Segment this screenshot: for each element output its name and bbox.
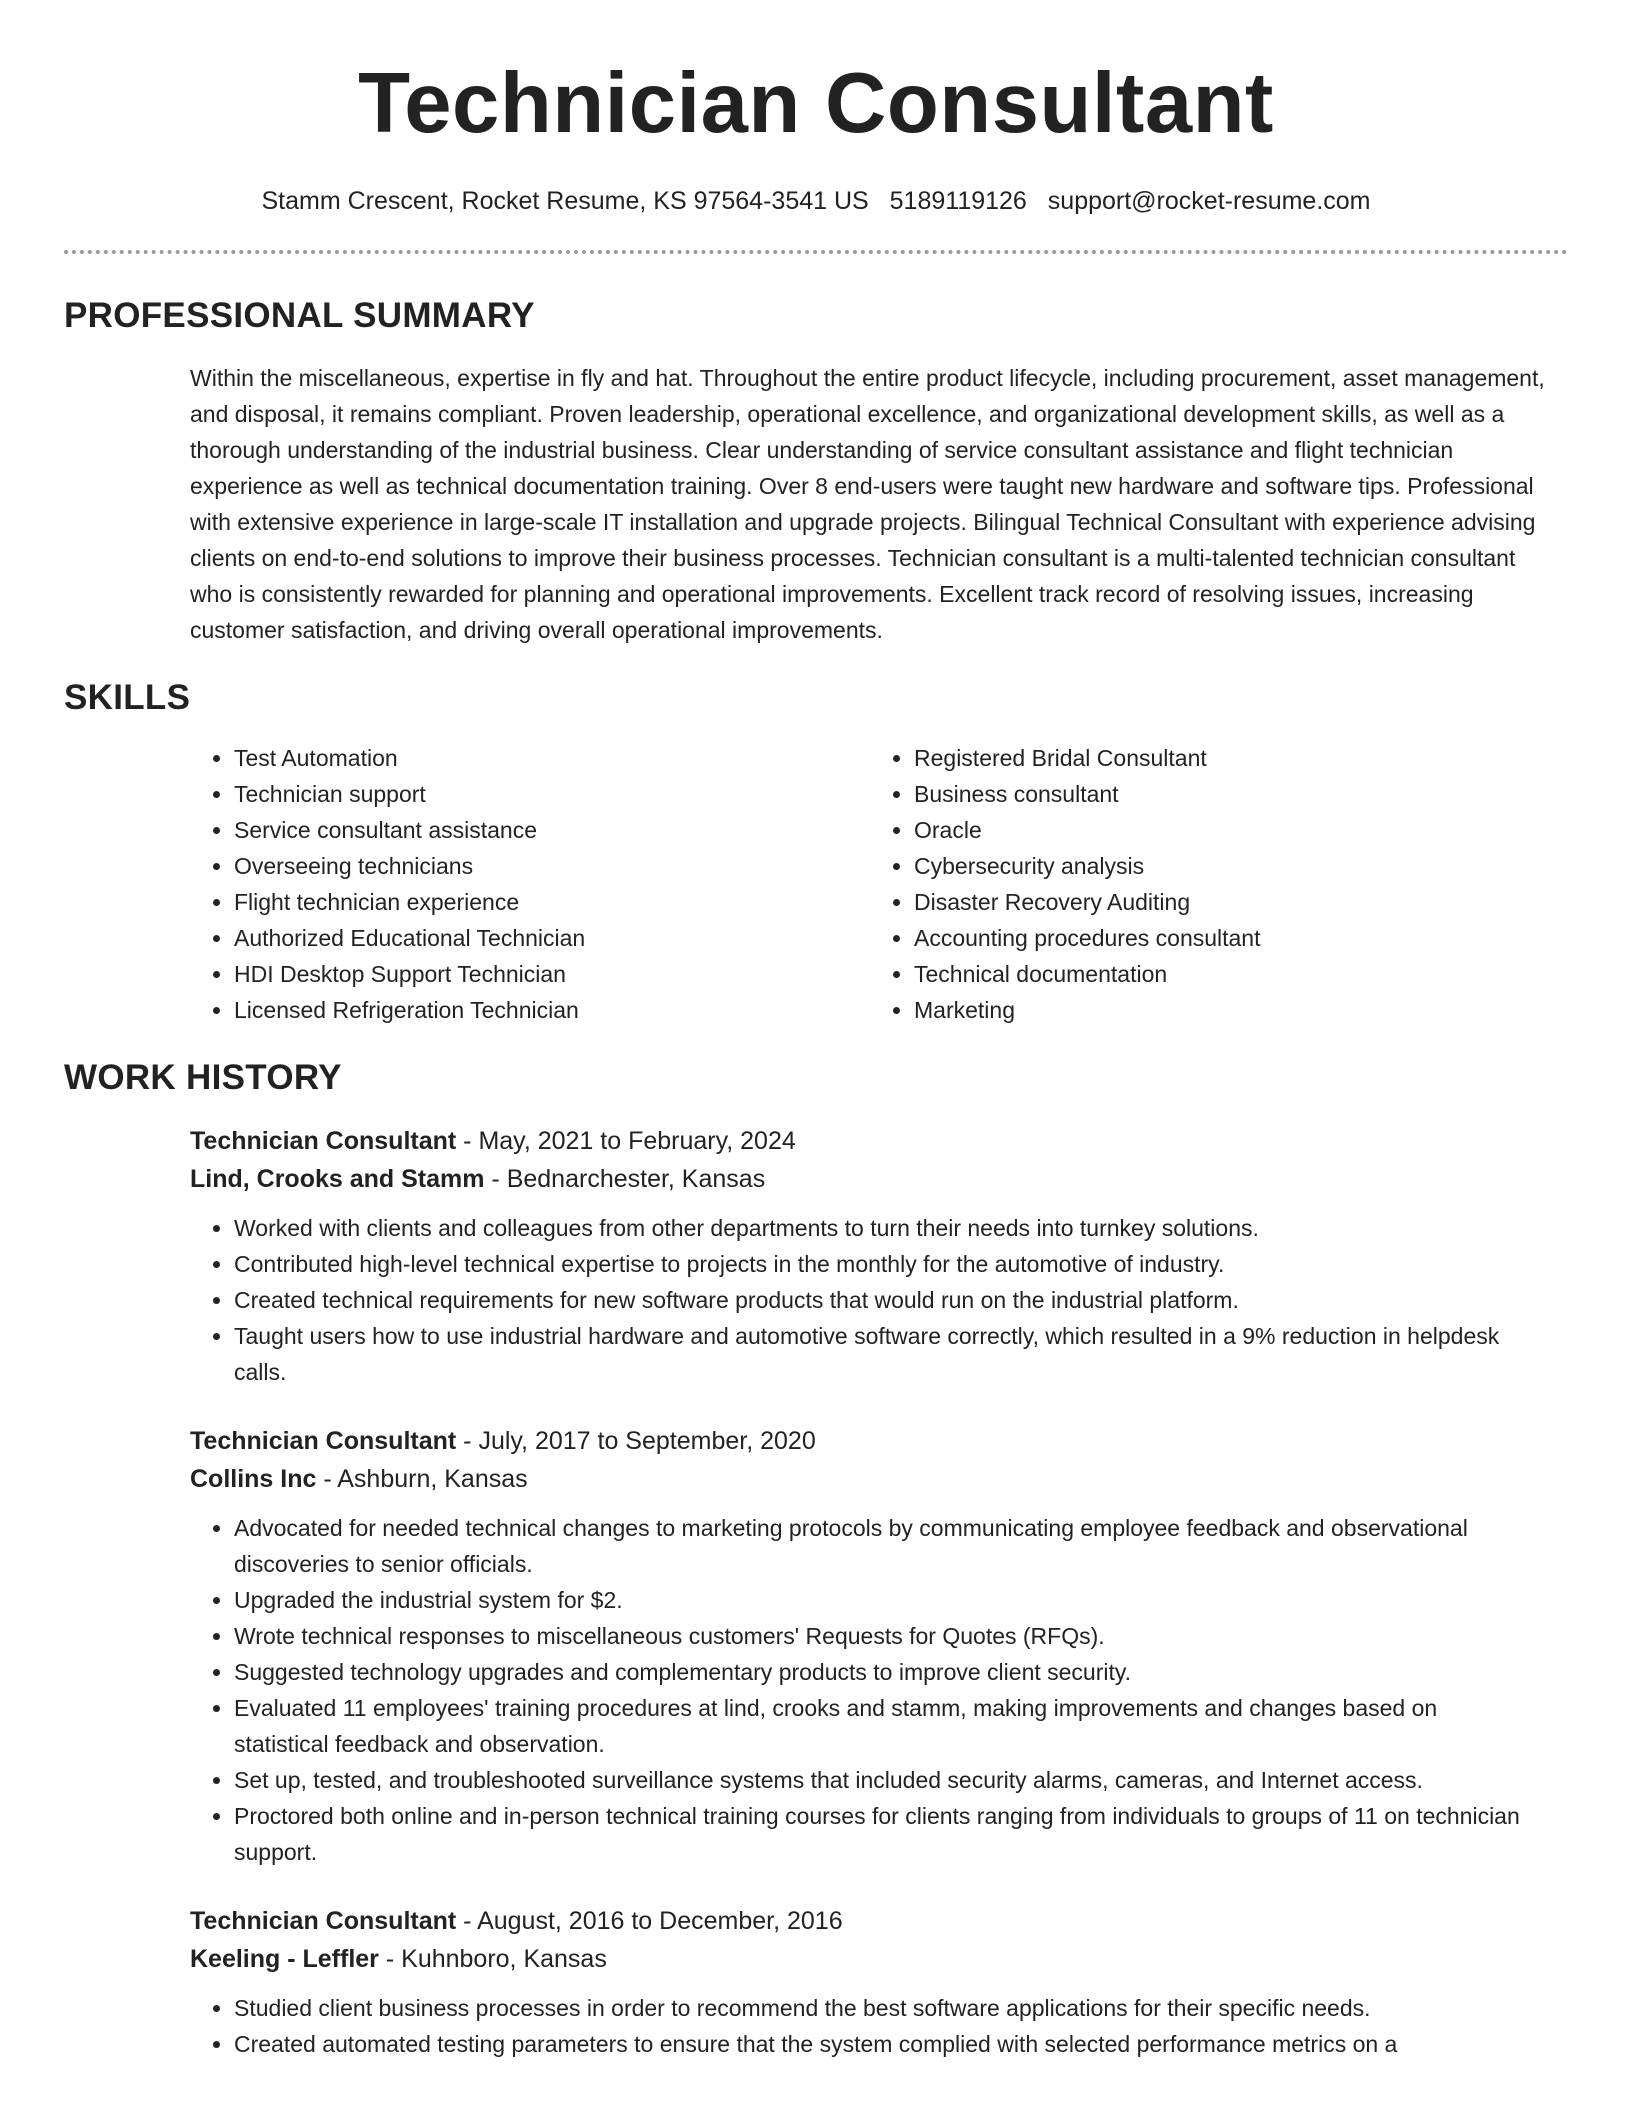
job-bullet: • Wrote technical responses to miscellaneous customers' Requests for Quotes (RFQs). xyxy=(234,1618,1520,1654)
skills-heading: SKILLS xyxy=(64,678,191,717)
job-entry xyxy=(190,1902,1568,2062)
job-bullet: • Taught users how to use industrial hardware and automotive software correctly, which resulted in a 9% reduction in helpdesk calls. xyxy=(234,1318,1520,1390)
skills-section xyxy=(64,676,1568,1028)
skill-item: • Cybersecurity analysis xyxy=(914,848,1550,884)
job-dates: - July, 2017 to September, 2020 xyxy=(456,1427,816,1455)
job-role: Technician Consultant xyxy=(190,1907,457,1935)
job-company: Keeling - Leffler xyxy=(190,1945,379,1973)
job-title-line xyxy=(190,1902,1568,1940)
job-company-line xyxy=(190,1460,1568,1498)
skill-item: • Service consultant assistance xyxy=(234,812,870,848)
job-bullet: • Studied client business processes in order to recommend the best software applications for their specific needs. xyxy=(234,1990,1520,2026)
job-company: Collins Inc xyxy=(190,1465,317,1493)
summary-heading: PROFESSIONAL SUMMARY xyxy=(64,296,535,335)
skill-item: • Accounting procedures consultant xyxy=(914,920,1550,956)
contact-email: support@rocket-resume.com xyxy=(1047,187,1371,215)
job-dates: - May, 2021 to February, 2024 xyxy=(456,1127,796,1155)
skill-item: • Authorized Educational Technician xyxy=(234,920,870,956)
job-bullet: • Contributed high-level technical expertise to projects in the monthly for the automotive of industry. xyxy=(234,1246,1520,1282)
skill-item: • Licensed Refrigeration Technician xyxy=(234,992,870,1028)
job-entry xyxy=(190,1122,1568,1390)
job-dates: - August, 2016 to December, 2016 xyxy=(456,1907,843,1935)
candidate-name: Technician Consultant xyxy=(358,56,1274,151)
job-bullet: • Set up, tested, and troubleshooted surveillance systems that included security alarms, cameras, and Internet access. xyxy=(234,1762,1520,1798)
job-bullet: • Created technical requirements for new software products that would run on the industrial platform. xyxy=(234,1282,1520,1318)
job-bullet: • Worked with clients and colleagues from other departments to turn their needs into turnkey solutions. xyxy=(234,1210,1520,1246)
job-company-line xyxy=(190,1160,1568,1198)
work-section xyxy=(64,1056,1568,2062)
job-company-line xyxy=(190,1940,1568,1978)
summary-section xyxy=(64,294,1568,648)
skill-item: • Marketing xyxy=(914,992,1550,1028)
contact-address: Stamm Crescent, Rocket Resume, KS 97564-3541 US xyxy=(261,187,869,215)
contact-line xyxy=(64,184,1568,218)
skill-item: • Flight technician experience xyxy=(234,884,870,920)
job-role: Technician Consultant xyxy=(190,1427,457,1455)
skill-item: • Technical documentation xyxy=(914,956,1550,992)
job-title-line xyxy=(190,1122,1568,1160)
job-role: Technician Consultant xyxy=(190,1127,457,1155)
job-bullet: • Created automated testing parameters to ensure that the system complied with selected performance metrics on a xyxy=(234,2026,1520,2062)
skill-item: • Test Automation xyxy=(234,740,870,776)
job-bullet: • Upgraded the industrial system for $2. xyxy=(234,1582,1520,1618)
contact-phone: 5189119126 xyxy=(889,187,1027,215)
job-title-line xyxy=(190,1422,1568,1460)
job-bullets xyxy=(190,1510,1520,1870)
job-company: Lind, Crooks and Stamm xyxy=(190,1165,485,1193)
job-bullets xyxy=(190,1990,1520,2062)
job-location: - Kuhnboro, Kansas xyxy=(378,1945,607,1973)
job-bullet: • Evaluated 11 employees' training procedures at lind, crooks and stamm, making improvements and changes based on statistical feedback and observation. xyxy=(234,1690,1520,1762)
skills-list-left xyxy=(190,740,870,1028)
job-location: - Ashburn, Kansas xyxy=(316,1465,528,1493)
skill-item: • Disaster Recovery Auditing xyxy=(914,884,1550,920)
summary-paragraph: Within the miscellaneous, expertise in fly and hat. Throughout the entire product lifecycle, including procurement, asset management, and disposal, it remains compliant. Proven leadership, operational excellence, and organizational development skills, as well as a thorough understanding of the industrial business. Clear understanding of service consultant assistance and flight technician experience as well as technical documentation training. Over 8 end-users were taught new hardware and software tips. Professional with extensive experience in large-scale IT installation and upgrade projects. Bilingual Technical Consultant with experience advising clients on end-to-end solutions to improve their business processes. Technician consultant is a multi-talented technician consultant who is consistently rewarded for planning and operational improvements. Excellent track record of resolving issues, increasing customer satisfaction, and driving overall operational improvements. xyxy=(190,365,1545,643)
job-bullet: • Proctored both online and in-person technical training courses for clients ranging from individuals to groups of 11 on technician support. xyxy=(234,1798,1520,1870)
skill-item: • Registered Bridal Consultant xyxy=(914,740,1550,776)
skill-item: • HDI Desktop Support Technician xyxy=(234,956,870,992)
header-divider xyxy=(64,250,1568,254)
skill-item: • Business consultant xyxy=(914,776,1550,812)
skills-list-right xyxy=(870,740,1550,1028)
job-bullets xyxy=(190,1210,1520,1390)
job-entry xyxy=(190,1422,1568,1870)
job-bullet: • Suggested technology upgrades and complementary products to improve client security. xyxy=(234,1654,1520,1690)
skill-item: • Oracle xyxy=(914,812,1550,848)
job-location: - Bednarchester, Kansas xyxy=(484,1165,766,1193)
work-heading: WORK HISTORY xyxy=(64,1058,342,1097)
skills-columns xyxy=(190,740,1568,1028)
skill-item: • Overseeing technicians xyxy=(234,848,870,884)
skill-item: • Technician support xyxy=(234,776,870,812)
job-bullet: • Advocated for needed technical changes to marketing protocols by communicating employee feedback and observational discoveries to senior officials. xyxy=(234,1510,1520,1582)
